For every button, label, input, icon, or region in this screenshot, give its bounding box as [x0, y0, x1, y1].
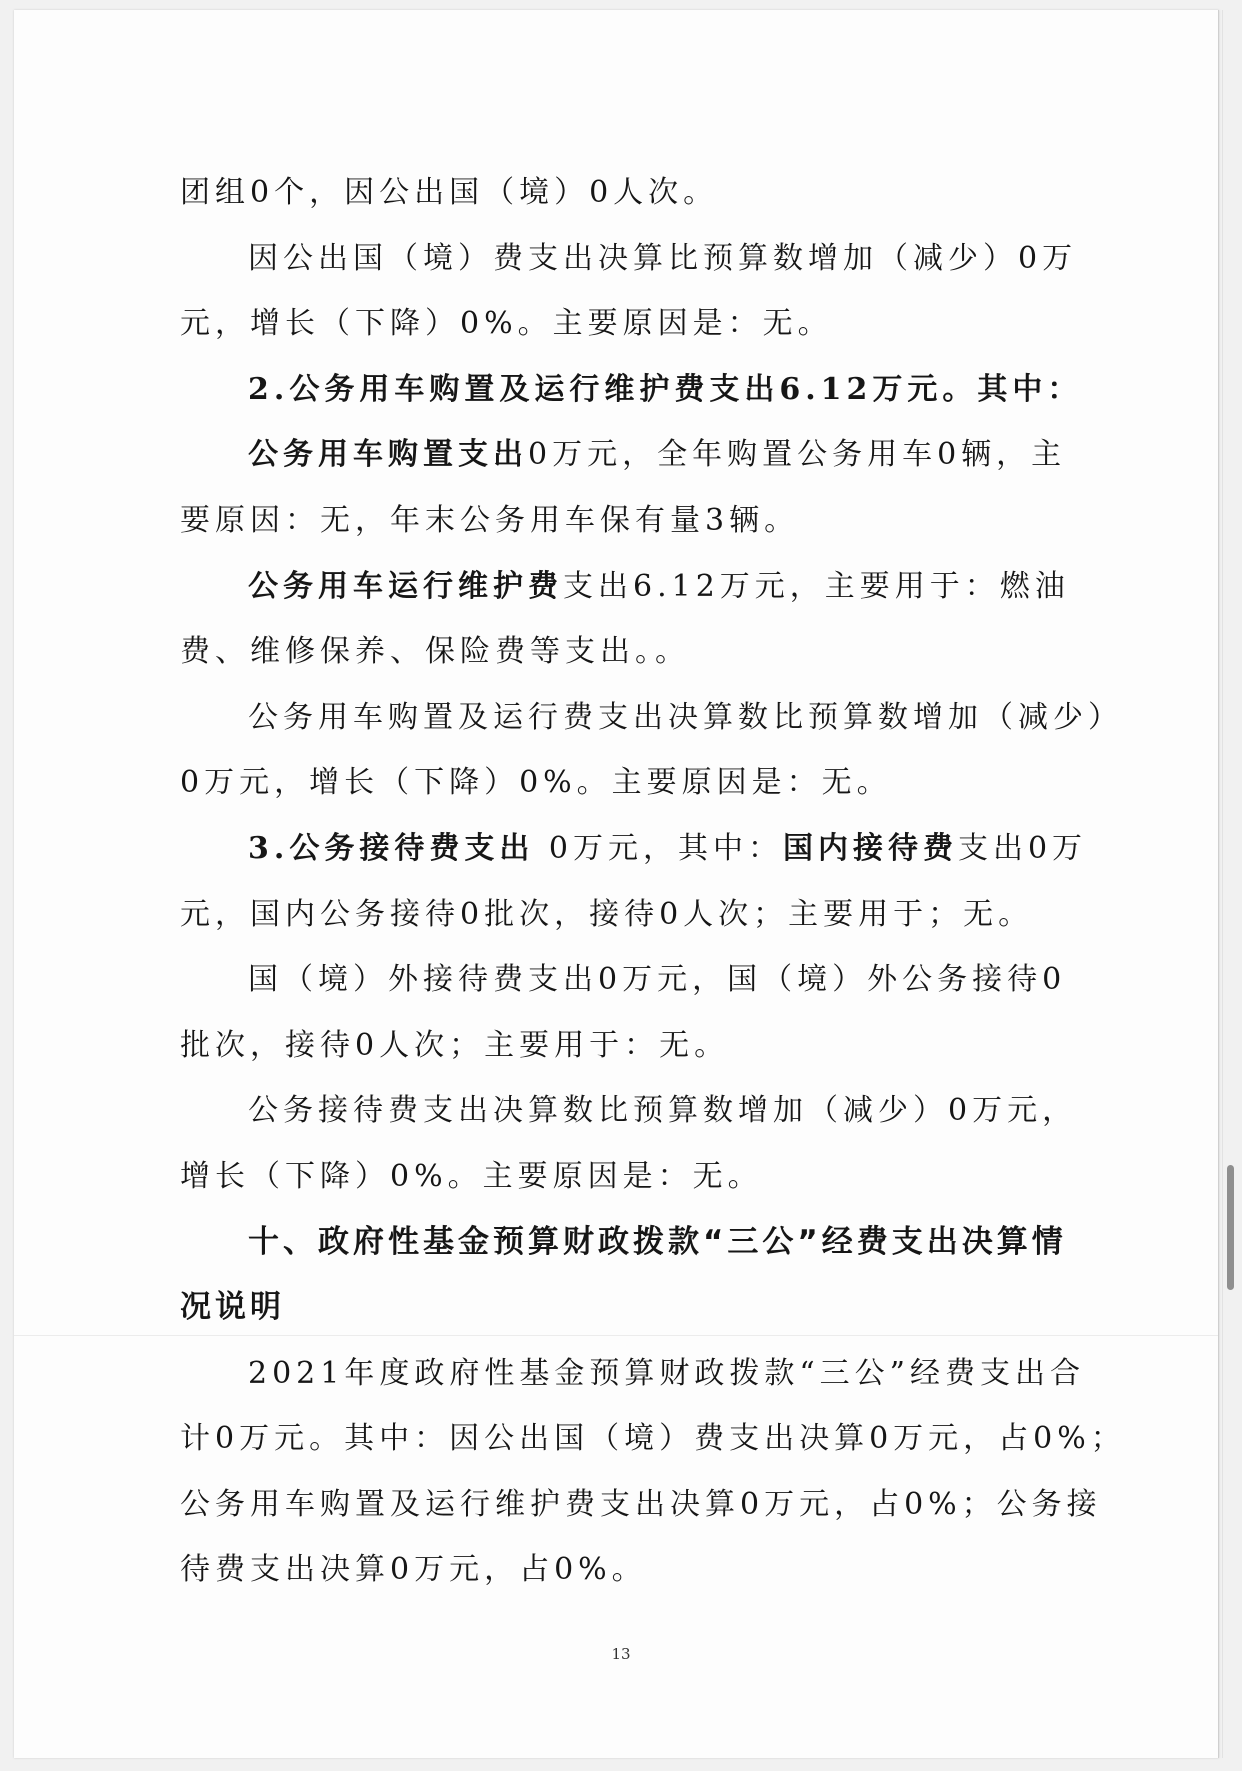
paragraph-line: [180, 1472, 1102, 1538]
text-segment: 要原因：无，年末公务用车保有量3辆。: [180, 502, 800, 538]
text-segment: 0万元，增长（下降）0%。主要原因是：无。: [180, 765, 892, 801]
document-page: [14, 10, 1219, 1758]
text-segment: 增长（下降）0%。主要原因是：无。: [180, 1158, 763, 1194]
text-segment: 2021年度政府性基金预算财政拨款“三公”经费支出合: [248, 1355, 1086, 1391]
paragraph-line: [180, 685, 1123, 751]
paragraph-line: [180, 422, 1066, 488]
paragraph-line: [180, 1341, 1086, 1407]
text-segment: 公务接待费支出决算数比预算数增加（减少）0万元，: [248, 1093, 1078, 1129]
text-segment: 元，增长（下降）0%。主要原因是：无。: [180, 306, 833, 342]
text-segment: 团组0个，因公出国（境）0人次。: [180, 175, 719, 210]
paragraph-line: [180, 160, 1066, 226]
paragraph-line: [180, 619, 1066, 685]
paragraph-line: [180, 1013, 1066, 1079]
text-segment: 0万元，其中：: [534, 830, 783, 866]
subheading-line: [180, 357, 1083, 423]
text-segment: 况说明: [180, 1289, 285, 1326]
bold-term: 公务用车购置支出: [248, 437, 528, 473]
paragraph-line: [180, 816, 1088, 882]
paragraph-line: [180, 947, 1066, 1013]
text-segment: 十、政府性基金预算财政拨款“三公”经费支出决算情: [248, 1223, 1067, 1260]
paragraph-line: [180, 488, 1066, 554]
paragraph-line: [180, 226, 1078, 292]
paragraph-line: [180, 882, 1066, 948]
text-segment: 0万元，全年购置公务用车0辆，主: [528, 437, 1067, 473]
paragraph-line: [180, 1537, 1066, 1603]
paragraph-line: [180, 291, 1066, 357]
page-margin-line: [1222, 10, 1223, 1758]
text-segment: 公务用车购置及运行费支出决算数比预算数增加（减少）: [248, 699, 1123, 735]
paragraph-line: [180, 554, 1070, 620]
bold-term: 公务用车运行维护费: [248, 568, 563, 604]
text-segment: 待费支出决算0万元，占0%。: [180, 1552, 647, 1588]
text-segment: 支出6.12万元，主要用于：燃油: [563, 568, 1070, 604]
section-heading: [180, 1275, 1066, 1341]
text-segment: 2.公务用车购置及运行维护费支出6.12万元。其中：: [248, 371, 1083, 407]
text-segment: 支出0万: [957, 830, 1088, 866]
text-segment: 因公出国（境）费支出决算比预算数增加（减少）0万: [248, 240, 1078, 276]
text-segment: 费、维修保养、保险费等支出。。: [180, 634, 690, 670]
page-number: 13: [611, 1645, 631, 1663]
scrollbar-thumb[interactable]: [1227, 1165, 1234, 1290]
text-segment: 元，国内公务接待0批次，接待0人次；主要用于；无。: [180, 896, 1034, 932]
paragraph-line: [180, 750, 1066, 816]
bold-term: 3.公务接待费支出: [248, 830, 535, 866]
document-body: [180, 160, 1126, 1603]
section-heading: [180, 1210, 1066, 1276]
paragraph-line: [180, 1078, 1078, 1144]
text-segment: 批次，接待0人次；主要用于：无。: [180, 1027, 730, 1063]
text-segment: 计0万元。其中：因公出国（境）费支出决算0万元，占0%；: [180, 1421, 1126, 1457]
bold-term: 国内接待费: [782, 830, 958, 866]
text-segment: 公务用车购置及运行维护费支出决算0万元，占0%；公务接: [180, 1486, 1102, 1522]
paragraph-line: [180, 1406, 1126, 1472]
paragraph-line: [180, 1144, 1066, 1210]
text-segment: 国（境）外接待费支出0万元，国（境）外公务接待0: [248, 962, 1067, 998]
